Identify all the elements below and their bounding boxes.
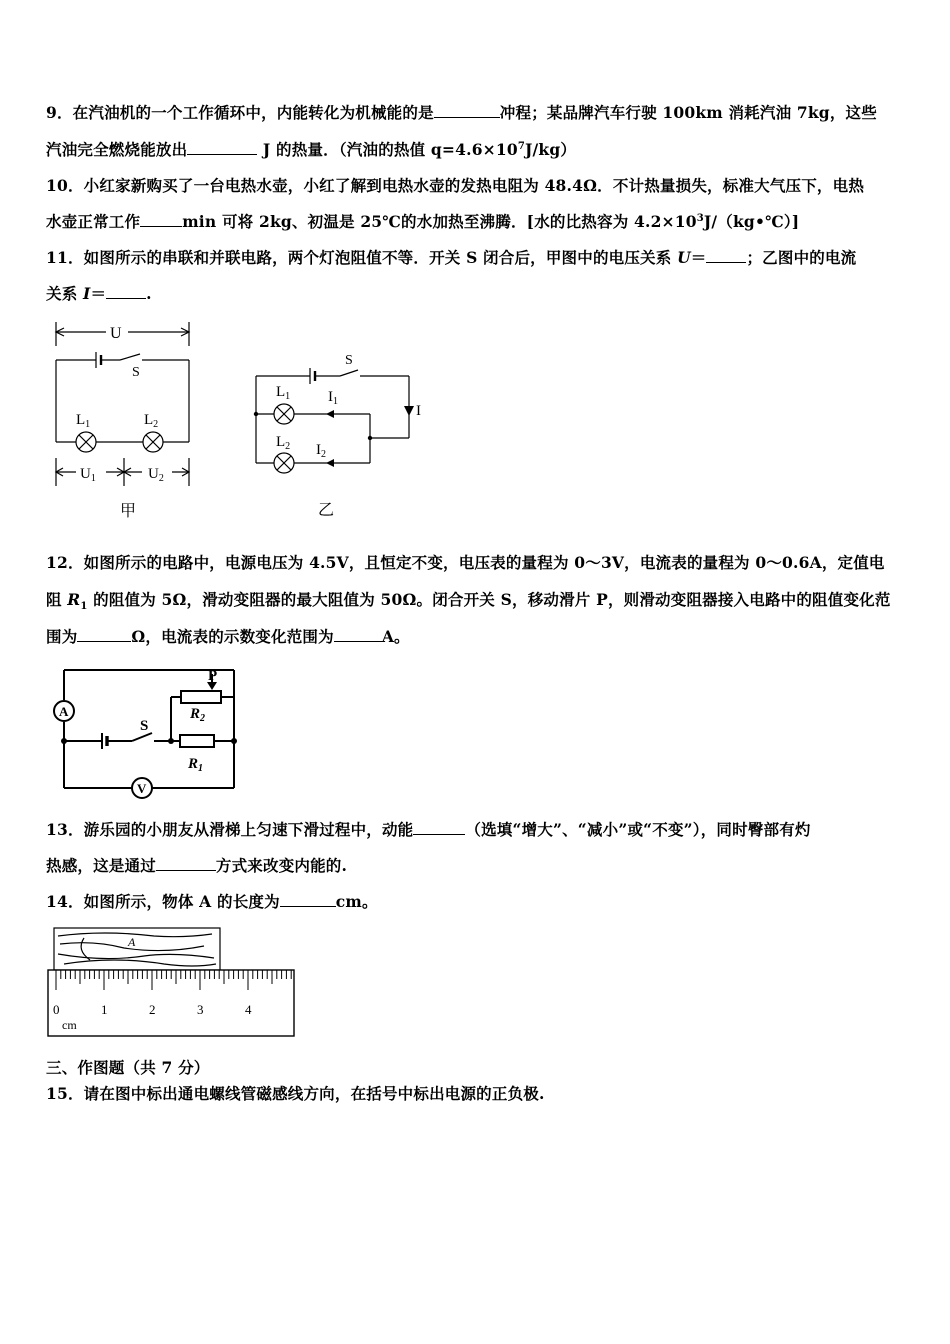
q12-blank2[interactable] (334, 627, 382, 642)
label-U2: $U_2$ (148, 466, 164, 484)
label-P: P (208, 668, 218, 684)
ammeter-label: A (59, 704, 69, 719)
label-I1: $I_1$ (328, 389, 338, 407)
q10-line2: 水壶正常工作 min 可将 2kg、初温是 25℃的水加热至沸腾．[水的比热容为 $4.2\times 10^3J/(kg•℃)$] (46, 212, 800, 231)
q11-line2: 关系 I＝ . (46, 284, 152, 303)
label-L1-yi: $L_1$ (276, 384, 291, 402)
q12-line1: 12．如图所示的电路中，电源电压为 4.5V，且恒定不变，电压表的量程为 0～3V，电流表的量程为 0～0.6A，定值电 (46, 553, 885, 572)
q9-line2: 汽油完全燃烧能放出 J 的热量．（汽油的热值 $q=4.6\times 10^7J/kg$） (46, 140, 577, 159)
ruler-tick-label: 3 (197, 1002, 204, 1017)
q13-blank2[interactable] (156, 856, 216, 871)
q9-blank1[interactable] (434, 103, 500, 118)
q11-blank2[interactable] (106, 284, 146, 299)
q14-line1: 14．如图所示，物体 A 的长度为 cm。 (46, 892, 378, 911)
figure-ruler (44, 926, 304, 1041)
q9-line1: 9．在汽油机的一个工作循环中，内能转化为机械能的是 冲程；某品牌汽车行驶 100km 消耗汽油 7kg，这些 (46, 103, 877, 122)
ruler-tick-label: 4 (245, 1002, 252, 1017)
label-U: U (110, 325, 122, 342)
q14-blank1[interactable] (280, 892, 336, 907)
ruler-tick-label: 1 (101, 1002, 108, 1017)
q13-line1: 13．游乐园的小朋友从滑梯上匀速下滑过程中，动能 （选填“增大”、“减小”或“不变”），同时臀部有灼 (46, 820, 811, 839)
figure-parallel-circuit (248, 348, 438, 523)
q13-line2: 热感，这是通过 方式来改变内能的. (46, 856, 348, 875)
q12-blank1[interactable] (77, 627, 131, 642)
label-I2: $I_2$ (316, 442, 326, 460)
caption-jia: 甲 (120, 503, 137, 520)
q10-line1: 10．小红家新购买了一台电热水壶，小红了解到电热水壶的发热电阻为 48.4Ω．不计热量损失，标准大气压下，电热 (46, 176, 865, 195)
object-A-label: A (128, 935, 136, 949)
ruler-tick-label: 0 (53, 1002, 60, 1017)
caption-yi: 乙 (318, 502, 335, 519)
figure-q12-circuit (48, 660, 248, 800)
ruler-tick-label: 2 (149, 1002, 156, 1017)
q12-line2: 阻 $R_1$ 的阻值为 5Ω，滑动变阻器的最大阻值为 50Ω。闭合开关 S，移动滑片 P，则滑动变阻器接入电路中的阻值变化范 (46, 590, 891, 613)
label-R2: $R_2$ (190, 706, 206, 724)
q11-line1: 11．如图所示的串联和并联电路，两个灯泡阻值不等．开关 S 闭合后，甲图中的电压关系 U＝ ；乙图中的电流 (46, 248, 857, 267)
label-L2-jia: $L_2$ (144, 412, 159, 430)
label-S-yi: S (345, 353, 353, 368)
label-L2-yi: $L_2$ (276, 434, 291, 452)
label-U1: $U_1$ (80, 466, 96, 484)
q10-blank1[interactable] (140, 212, 182, 227)
ruler-unit-label: cm (62, 1018, 77, 1032)
q9-blank2[interactable] (187, 140, 257, 155)
label-S-q12: S (140, 718, 149, 734)
figure-series-circuit (48, 318, 198, 523)
label-R1: $R_1$ (188, 756, 204, 774)
q15-line1: 15．请在图中标出通电螺线管磁感线方向，在括号中标出电源的正负极. (46, 1084, 545, 1103)
voltmeter-label: V (137, 781, 147, 796)
label-I-total: I (416, 403, 421, 419)
label-L1-jia: $L_1$ (76, 412, 91, 430)
q13-blank1[interactable] (413, 820, 465, 835)
section3-title: 三、作图题（共 7 分） (46, 1058, 210, 1077)
q11-blank1[interactable] (706, 248, 746, 263)
q12-line3: 围为 Ω，电流表的示数变化范围为 A。 (46, 627, 410, 646)
label-S-jia: S (132, 365, 140, 380)
